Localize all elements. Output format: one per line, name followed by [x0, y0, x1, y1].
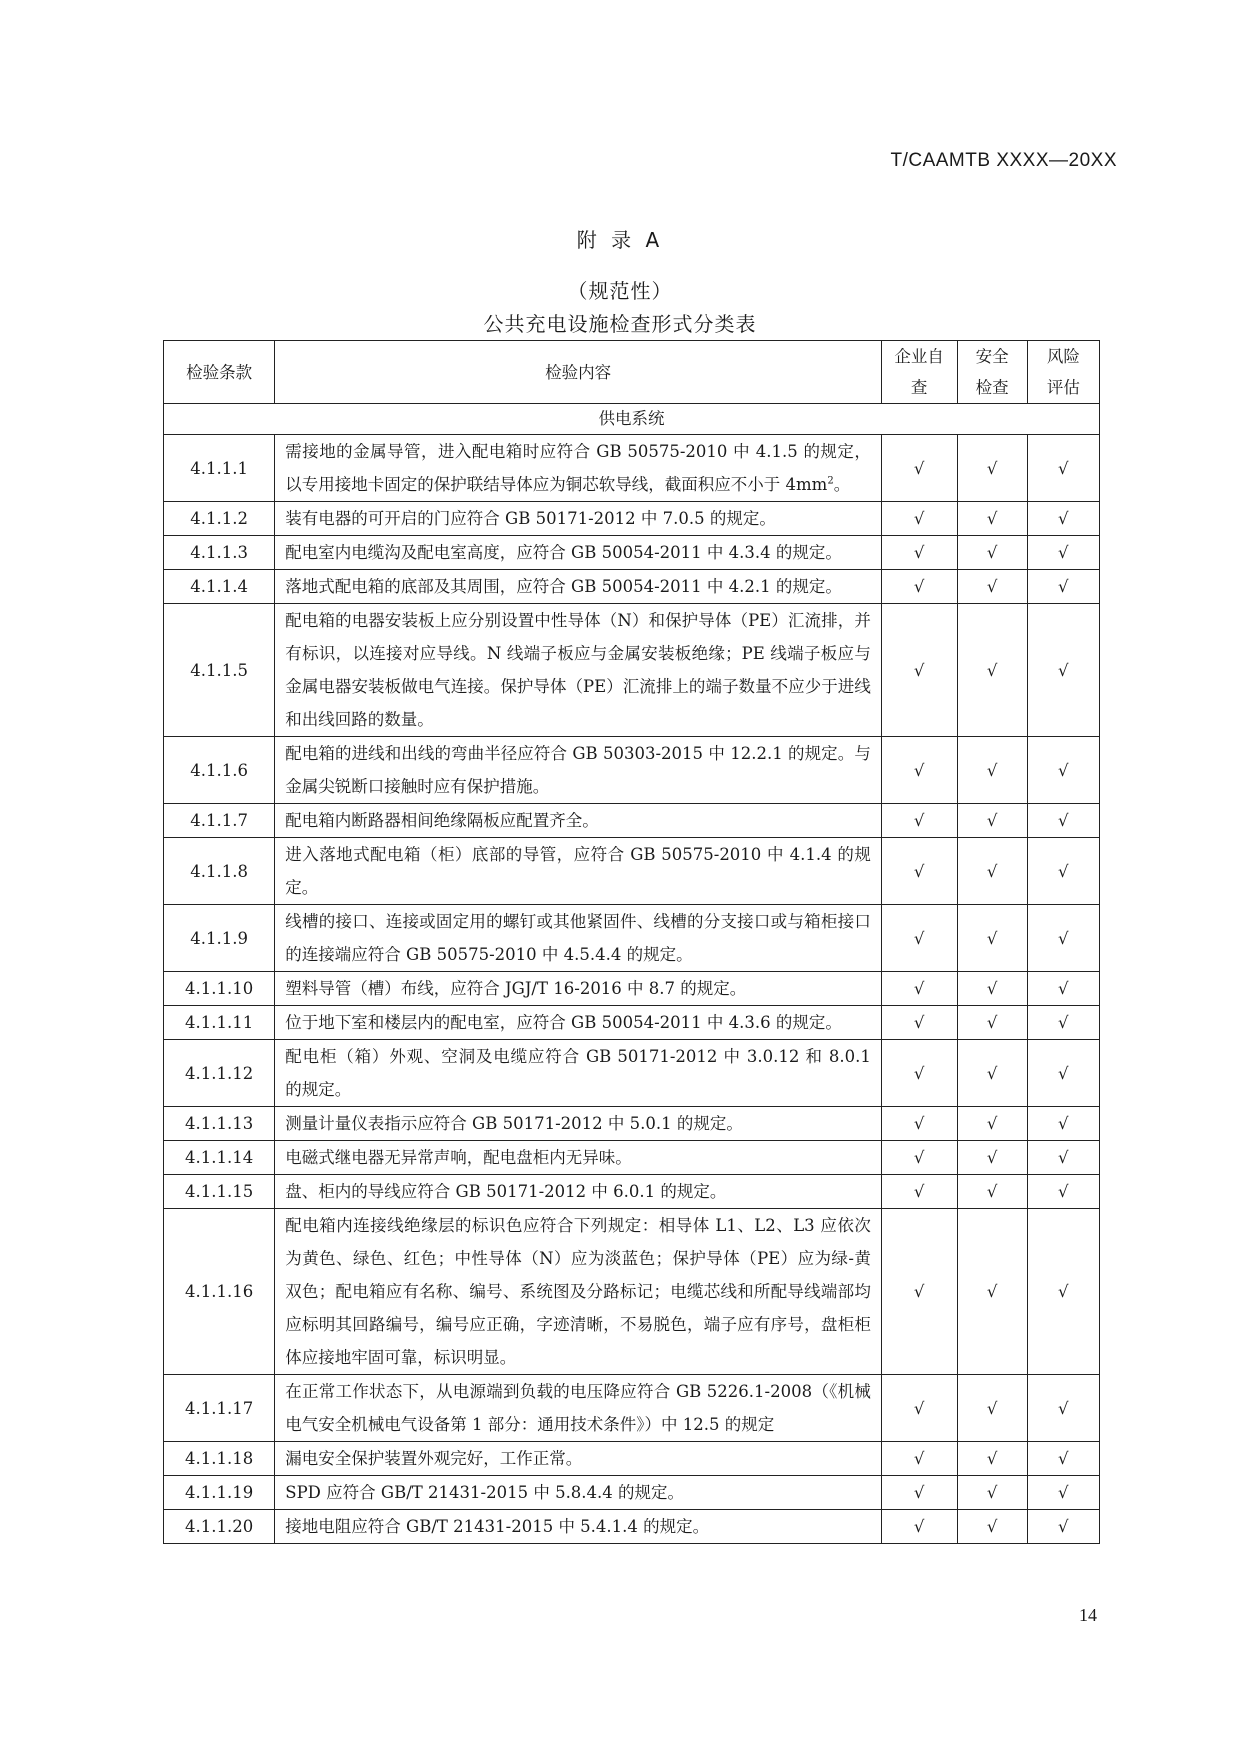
- inspection-content: 装有电器的可开启的门应符合 GB 50171-2012 中 7.0.5 的规定。: [275, 502, 882, 536]
- table-row: [164, 1375, 1100, 1442]
- inspection-content: 线槽的接口、连接或固定用的螺钉或其他紧固件、线槽的分支接口或与箱柜接口的连接端应符合 GB 50575-2010 中 4.5.4.4 的规定。: [275, 905, 882, 972]
- header-code: 检验条款: [164, 341, 275, 404]
- clause-code: 4.1.1.12: [164, 1040, 275, 1107]
- inspection-content: 位于地下室和楼层内的配电室，应符合 GB 50054-2011 中 4.3.6 的规定。: [275, 1006, 882, 1040]
- safety-check-mark: √: [957, 737, 1027, 804]
- inspection-content: 配电箱内连接线绝缘层的标识色应符合下列规定：相导体 L1、L2、L3 应依次为黄色、绿色、红色；中性导体（N）应为淡蓝色；保护导体（PE）应为绿-黄双色；配电箱应有名称、编号、系统图及分路标记；电缆芯线和所配导线端部均应标明其回路编号，编号应正确，字迹清晰，不易脱色，端子应有序号，盘柜柜体应接地牢固可靠，标识明显。: [275, 1209, 882, 1375]
- safety-check-mark: √: [957, 1442, 1027, 1476]
- safety-check-mark: √: [957, 435, 1027, 502]
- table-row: [164, 972, 1100, 1006]
- safety-check-mark: √: [957, 1375, 1027, 1442]
- header-safety-check: 安全 检查: [957, 341, 1027, 404]
- header-self-check: 企业自 查: [881, 341, 957, 404]
- table-row: [164, 570, 1100, 604]
- risk-assessment-mark: √: [1027, 1476, 1099, 1510]
- inspection-content: 塑料导管（槽）布线，应符合 JGJ/T 16-2016 中 8.7 的规定。: [275, 972, 882, 1006]
- table-row: [164, 737, 1100, 804]
- document-code: T/CAAMTB XXXX—20XX: [890, 150, 1117, 171]
- header-content: 检验内容: [275, 341, 882, 404]
- inspection-table: [163, 340, 1100, 1544]
- inspection-content: 漏电安全保护装置外观完好，工作正常。: [275, 1442, 882, 1476]
- risk-assessment-mark: √: [1027, 1040, 1099, 1107]
- inspection-content: 在正常工作状态下，从电源端到负载的电压降应符合 GB 5226.1-2008（《机械电气安全机械电气设备第 1 部分：通用技术条件》）中 12.5 的规定: [275, 1375, 882, 1442]
- table-header-row: [164, 341, 1100, 404]
- table-title: 公共充电设施检查形式分类表: [483, 312, 757, 336]
- inspection-content: 电磁式继电器无异常声响，配电盘柜内无异味。: [275, 1141, 882, 1175]
- table-row: [164, 536, 1100, 570]
- risk-assessment-mark: √: [1027, 536, 1099, 570]
- self-check-mark: √: [881, 1209, 957, 1375]
- clause-code: 4.1.1.14: [164, 1141, 275, 1175]
- self-check-mark: √: [881, 1175, 957, 1209]
- clause-code: 4.1.1.7: [164, 804, 275, 838]
- table-row: [164, 435, 1100, 502]
- self-check-mark: √: [881, 1107, 957, 1141]
- clause-code: 4.1.1.13: [164, 1107, 275, 1141]
- self-check-mark: √: [881, 804, 957, 838]
- risk-assessment-mark: √: [1027, 804, 1099, 838]
- page-number: 14: [1079, 1605, 1097, 1625]
- risk-assessment-mark: √: [1027, 972, 1099, 1006]
- self-check-mark: √: [881, 838, 957, 905]
- risk-assessment-mark: √: [1027, 1510, 1099, 1544]
- safety-check-mark: √: [957, 1040, 1027, 1107]
- clause-code: 4.1.1.19: [164, 1476, 275, 1510]
- table-row: [164, 1006, 1100, 1040]
- inspection-content: SPD 应符合 GB/T 21431-2015 中 5.8.4.4 的规定。: [275, 1476, 882, 1510]
- risk-assessment-mark: √: [1027, 1209, 1099, 1375]
- risk-assessment-mark: √: [1027, 502, 1099, 536]
- self-check-mark: √: [881, 1006, 957, 1040]
- safety-check-mark: √: [957, 1141, 1027, 1175]
- safety-check-mark: √: [957, 1107, 1027, 1141]
- safety-check-mark: √: [957, 972, 1027, 1006]
- self-check-mark: √: [881, 536, 957, 570]
- table-row: [164, 1141, 1100, 1175]
- table-row: [164, 502, 1100, 536]
- self-check-mark: √: [881, 1442, 957, 1476]
- inspection-content: 需接地的金属导管，进入配电箱时应符合 GB 50575-2010 中 4.1.5 的规定，以专用接地卡固定的保护联结导体应为铜芯软导线，截面积应不小于 $4mm^2$。: [275, 435, 882, 502]
- inspection-content: 盘、柜内的导线应符合 GB 50171-2012 中 6.0.1 的规定。: [275, 1175, 882, 1209]
- clause-code: 4.1.1.4: [164, 570, 275, 604]
- clause-code: 4.1.1.17: [164, 1375, 275, 1442]
- clause-code: 4.1.1.3: [164, 536, 275, 570]
- clause-code: 4.1.1.5: [164, 604, 275, 737]
- inspection-content: 配电箱的进线和出线的弯曲半径应符合 GB 50303-2015 中 12.2.1 的规定。与金属尖锐断口接触时应有保护措施。: [275, 737, 882, 804]
- safety-check-mark: √: [957, 502, 1027, 536]
- safety-check-mark: √: [957, 905, 1027, 972]
- safety-check-mark: √: [957, 536, 1027, 570]
- self-check-mark: √: [881, 905, 957, 972]
- table-row: [164, 905, 1100, 972]
- inspection-content: 配电柜（箱）外观、空洞及电缆应符合 GB 50171-2012 中 3.0.12 和 8.0.1 的规定。: [275, 1040, 882, 1107]
- inspection-content: 配电箱内断路器相间绝缘隔板应配置齐全。: [275, 804, 882, 838]
- inspection-content: 进入落地式配电箱（柜）底部的导管，应符合 GB 50575-2010 中 4.1.4 的规定。: [275, 838, 882, 905]
- appendix-title: 附 录 A: [576, 228, 664, 252]
- inspection-content: 配电室内电缆沟及配电室高度，应符合 GB 50054-2011 中 4.3.4 的规定。: [275, 536, 882, 570]
- safety-check-mark: √: [957, 838, 1027, 905]
- table-row: [164, 838, 1100, 905]
- section-row: [164, 404, 1100, 435]
- safety-check-mark: √: [957, 1175, 1027, 1209]
- risk-assessment-mark: √: [1027, 435, 1099, 502]
- table-row: [164, 1510, 1100, 1544]
- clause-code: 4.1.1.10: [164, 972, 275, 1006]
- risk-assessment-mark: √: [1027, 1006, 1099, 1040]
- self-check-mark: √: [881, 1040, 957, 1107]
- table-row: [164, 804, 1100, 838]
- self-check-mark: √: [881, 972, 957, 1006]
- table-row: [164, 1442, 1100, 1476]
- table-row: [164, 604, 1100, 737]
- clause-code: 4.1.1.2: [164, 502, 275, 536]
- table-row: [164, 1107, 1100, 1141]
- table-row: [164, 1175, 1100, 1209]
- safety-check-mark: √: [957, 1476, 1027, 1510]
- inspection-content: 配电箱的电器安装板上应分别设置中性导体（N）和保护导体（PE）汇流排，并有标识，以连接对应导线。N 线端子板应与金属安装板绝缘；PE 线端子板应与金属电器安装板做电气连接。保护导体（PE）汇流排上的端子数量不应少于进线和出线回路的数量。: [275, 604, 882, 737]
- risk-assessment-mark: √: [1027, 1442, 1099, 1476]
- inspection-content: 落地式配电箱的底部及其周围，应符合 GB 50054-2011 中 4.2.1 的规定。: [275, 570, 882, 604]
- risk-assessment-mark: √: [1027, 1107, 1099, 1141]
- safety-check-mark: √: [957, 1209, 1027, 1375]
- clause-code: 4.1.1.18: [164, 1442, 275, 1476]
- safety-check-mark: √: [957, 570, 1027, 604]
- clause-code: 4.1.1.8: [164, 838, 275, 905]
- self-check-mark: √: [881, 1141, 957, 1175]
- risk-assessment-mark: √: [1027, 1175, 1099, 1209]
- safety-check-mark: √: [957, 1006, 1027, 1040]
- safety-check-mark: √: [957, 604, 1027, 737]
- risk-assessment-mark: √: [1027, 905, 1099, 972]
- normative-label: （规范性）: [567, 279, 673, 303]
- inspection-content: 测量计量仪表指示应符合 GB 50171-2012 中 5.0.1 的规定。: [275, 1107, 882, 1141]
- risk-assessment-mark: √: [1027, 604, 1099, 737]
- clause-code: 4.1.1.16: [164, 1209, 275, 1375]
- self-check-mark: √: [881, 1375, 957, 1442]
- section-title: 供电系统: [164, 404, 1100, 435]
- clause-code: 4.1.1.1: [164, 435, 275, 502]
- risk-assessment-mark: √: [1027, 838, 1099, 905]
- header-risk-assessment: 风险 评估: [1027, 341, 1099, 404]
- self-check-mark: √: [881, 1510, 957, 1544]
- self-check-mark: √: [881, 570, 957, 604]
- self-check-mark: √: [881, 502, 957, 536]
- clause-code: 4.1.1.6: [164, 737, 275, 804]
- self-check-mark: √: [881, 435, 957, 502]
- safety-check-mark: √: [957, 1510, 1027, 1544]
- risk-assessment-mark: √: [1027, 1141, 1099, 1175]
- self-check-mark: √: [881, 604, 957, 737]
- inspection-content: 接地电阻应符合 GB/T 21431-2015 中 5.4.1.4 的规定。: [275, 1510, 882, 1544]
- risk-assessment-mark: √: [1027, 570, 1099, 604]
- self-check-mark: √: [881, 737, 957, 804]
- clause-code: 4.1.1.11: [164, 1006, 275, 1040]
- table-row: [164, 1209, 1100, 1375]
- table-row: [164, 1040, 1100, 1107]
- table-row: [164, 1476, 1100, 1510]
- clause-code: 4.1.1.9: [164, 905, 275, 972]
- risk-assessment-mark: √: [1027, 1375, 1099, 1442]
- risk-assessment-mark: √: [1027, 737, 1099, 804]
- self-check-mark: √: [881, 1476, 957, 1510]
- clause-code: 4.1.1.20: [164, 1510, 275, 1544]
- safety-check-mark: √: [957, 804, 1027, 838]
- clause-code: 4.1.1.15: [164, 1175, 275, 1209]
